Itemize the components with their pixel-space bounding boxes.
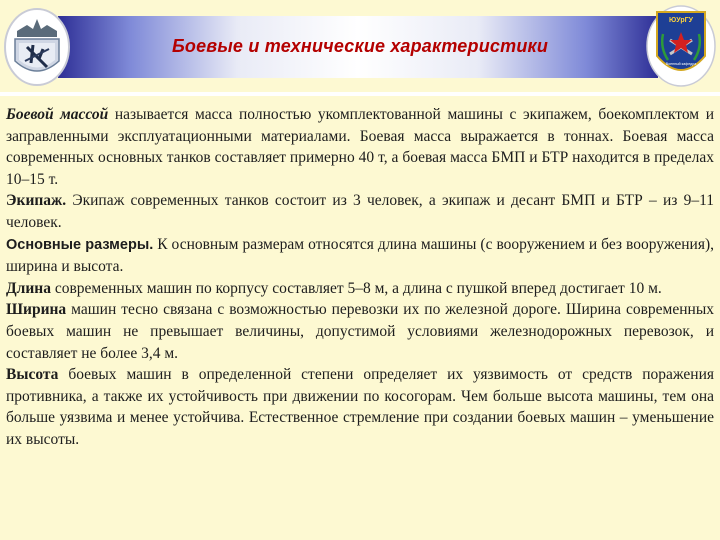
paragraph-length [6, 278, 714, 300]
content-body [6, 104, 714, 451]
slide-title: Боевые и технические характеристики [171, 36, 549, 56]
right-emblem-subtext: Военный кафедра [665, 62, 697, 66]
paragraph-main-dimensions [6, 234, 714, 278]
term-length: Длина [6, 279, 51, 297]
text-width: машин тесно связана с возможностью перевозки их по железной дороге. Ширина современных боевых машин не превышает величины, допустимой условиями железнодорожных перевозок, и составляет не более 3,4 м. [6, 301, 714, 362]
paragraph-combat-mass [6, 104, 714, 190]
term-height: Высота [6, 366, 59, 384]
term-main-dimensions: Основные размеры. [6, 236, 154, 253]
text-combat-mass: называется масса полностью укомплектованной машины с экипажем, боекомплектом и заправленными эксплуатационными материалами. Боевая масса выражается в тоннах. Боевая масса современных основных танков составляет примерно 40 т, а боевая масса БМП и БТР находится в пределах 10–15 т. [6, 106, 714, 188]
text-height: боевых машин в определенной степени определяет их уязвимость от средств поражения противника, а также их устойчивость при движении по косогорам. Чем больше высота машины, тем она больше уязвима и менее устойчива. Естественное стремление при создании боевых машин – уменьшение их высоты. [6, 366, 714, 448]
paragraph-height [6, 364, 714, 450]
term-crew: Экипаж. [6, 192, 67, 210]
header-divider [0, 92, 720, 96]
term-width: Ширина [6, 301, 67, 319]
text-main-dimensions: К основным размерам относятся длина машины (с вооружением и без вооружения), ширина и высота. [6, 235, 714, 276]
right-emblem-label: ЮУрГУ [669, 17, 693, 24]
text-length: современных машин по корпусу составляет 5–8 м, а длина с пушкой вперед достигает 10 м. [50, 279, 662, 297]
paragraph-width [6, 299, 714, 364]
term-combat-mass: Боевой массой [6, 106, 109, 123]
text-crew: Экипаж современных танков состоит из 3 человек, а экипаж и десант БМП и БТР – из 9–11 человек. [6, 192, 714, 231]
paragraph-crew [6, 190, 714, 233]
